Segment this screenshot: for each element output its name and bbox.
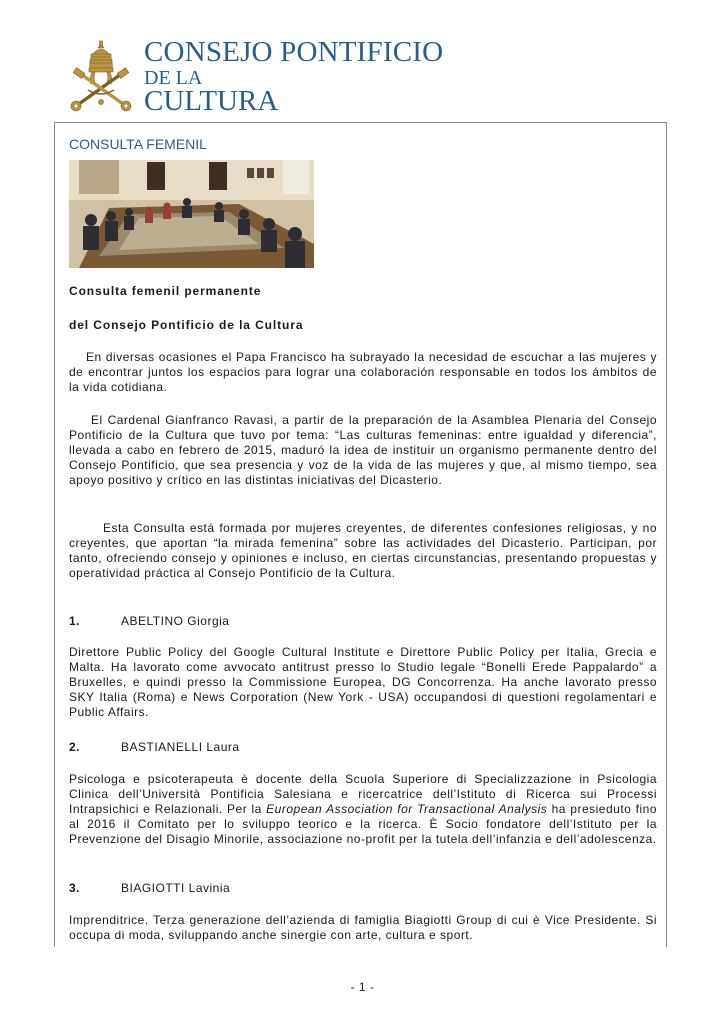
org-name-line1: CONSEJO PONTIFICIO [144,36,444,68]
organization-name [144,38,443,116]
document-frame [54,122,667,947]
meeting-photo [69,160,314,268]
member-name: ABELTINO Giorgia [121,614,230,628]
member-heading [69,881,230,895]
intro-paragraph: El Cardenal Gianfranco Ravasi, a partir de la preparación de la Asamblea Plenaria del Consejo Pontificio de la Cultura que tuvo por tema: “Las culturas femeninas: entre igualdad y diferencia”, llevada a cabo en febrero de 2015, maduró la idea de instituir un organismo permanente dentro del Consejo Pontificio, que sea presencia y voz de la vida de las mujeres y que, al mismo tiempo, sea apoyo positivo y crítico en las distintas iniciativas del Dicasterio. [69,413,657,487]
member-bio-italic: European Association for Transactional Analysis [266,802,548,816]
page-number: - 1 - [350,980,375,994]
org-name-line3: CULTURA [144,85,279,117]
member-bio [69,772,657,847]
member-number: 3. [69,881,81,895]
member-bio: Direttore Public Policy del Google Cultural Institute e Direttore Public Policy per Italia, Grecia e Malta. Ha lavorato come avvocato antitrust presso lo Studio legale “Bonelli Erede Pappalardo” a Bruxelles, e quindi presso la Commissione Europea, DG Concorrenza. Ha anche lavorato presso SKY Italia (Roma) e News Corporation (New York - USA) occupandosi di questioni regolamentari e Public Affairs. [69,645,657,719]
member-heading [69,614,229,628]
member-name: BASTIANELLI Laura [121,740,240,754]
subtitle-consejo: del Consejo Pontificio de la Cultura [69,318,304,332]
org-name-line2: DE LA [144,67,203,89]
intro-paragraph: Esta Consulta está formada por mujeres creyentes, de diferentes confesiones religiosas, y no creyentes, que aportan “la mirada femenina” sobre las actividades del Dicasterio. Participan, por tanto, ofreciendo consejo y opiniones e incluso, en ciertas circunstancias, presentando propuestas y operatividad práctica al Consejo Pontificio de la Cultura. [69,521,657,580]
subtitle-consulta: Consulta femenil permanente [69,284,262,298]
member-heading [69,740,240,754]
member-bio-text: Psicologa e psicoterapeuta è docente della Scuola Superiore di Specializzazione in Psicologia Clinica dell’Università Pontificia Salesiana e ricercatrice dell’Istituto di Ricerca sui Processi Intrapsichici e Relazionali. Per la [69,772,657,816]
letterhead [68,38,488,118]
member-name: BIAGIOTTI Lavinia [121,881,231,895]
member-bio-text: ha presieduto fino al 2016 il Comitato per lo sviluppo teorico e la ricerca. È Socio fondatore dell’Istituto per la Prevenzione del Disagio Minorile, associazione no-profit per la tutela dell’infanzia e dell’adolescenza. [69,802,657,846]
papal-coat-of-arms-icon [68,40,134,112]
section-title: CONSULTA FEMENIL [69,136,207,152]
member-bio: Imprenditrice. Terza generazione dell’azienda di famiglia Biagiotti Group di cui è Vice Presidente. Si occupa di moda, sviluppando anche sinergie con arte, cultura e sport. [69,913,657,942]
member-number: 2. [69,740,81,754]
member-number: 1. [69,614,81,628]
intro-paragraph: En diversas ocasiones el Papa Francisco ha subrayado la necesidad de escuchar a las mujeres y de encontrar juntos los espacios para lograr una colaboración responsable en todos los ámbitos de la vida cotidiana. [69,350,657,394]
